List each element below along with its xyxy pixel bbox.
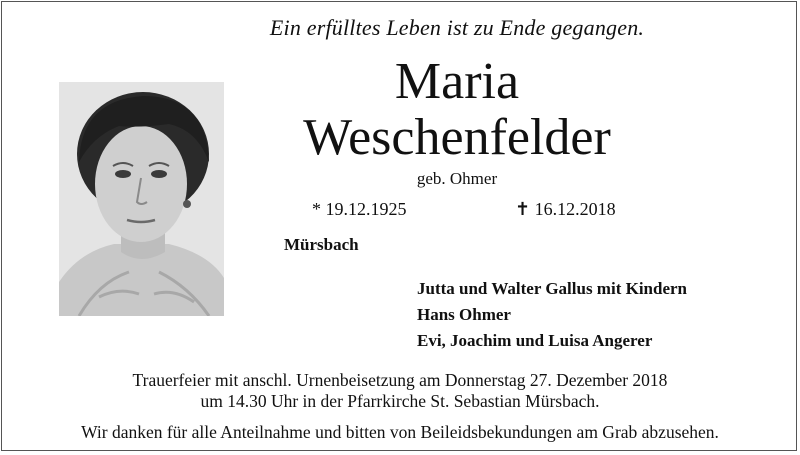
obituary-notice (1, 1, 797, 451)
motto: Ein erfülltes Leben ist zu Ende gegangen. (269, 15, 645, 40)
service-line: Trauerfeier mit anschl. Urnenbeisetzung am Donnerstag 27. Dezember 2018 (132, 370, 668, 390)
thanks-note: Wir danken für alle Anteilnahme und bitten von Beileidsbekundungen am Grab abzusehen. (81, 422, 719, 442)
birth-date: * 19.12.1925 (312, 199, 407, 219)
mourner-entry: Hans Ohmer (417, 305, 511, 324)
maiden-name: geb. Ohmer (416, 169, 498, 188)
home-place: Mürsbach (284, 235, 359, 254)
deceased-first-name: Maria (394, 53, 520, 110)
death-date: ✝ 16.12.2018 (515, 199, 616, 219)
mourners-list (417, 276, 687, 354)
service-line: um 14.30 Uhr in der Pfarrkirche St. Sebastian Mürsbach. (200, 391, 600, 411)
mourner-entry: Evi, Joachim und Luisa Angerer (417, 331, 653, 350)
deceased-last-name: Weschenfelder (303, 109, 611, 166)
funeral-service-info (42, 370, 758, 412)
mourner-entry: Jutta und Walter Gallus mit Kindern (417, 279, 687, 298)
